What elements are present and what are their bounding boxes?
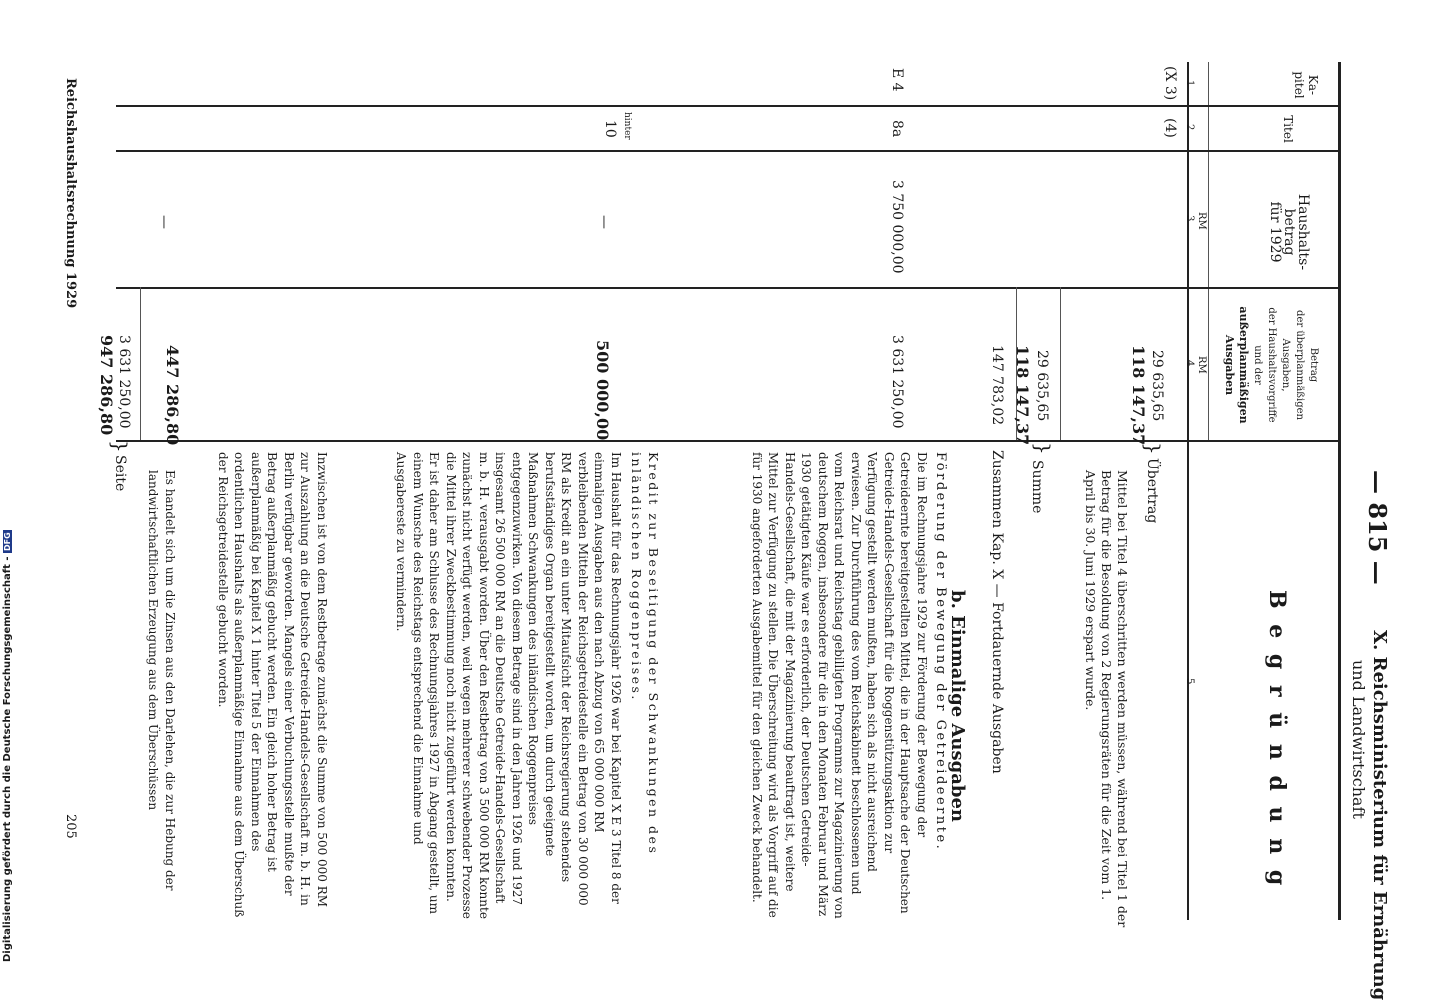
unit-c3: RM — [1196, 212, 1207, 230]
footer-title: Reichshaushaltsrechnung 1929 — [63, 78, 78, 309]
seite-rule — [140, 287, 141, 440]
foerderung-heading: Förderung der Bewegung der Getreideernte. — [933, 452, 948, 852]
unit-c4: RM — [1196, 356, 1207, 374]
hinter-betrag: — — [596, 215, 612, 229]
colnum-2: 2 — [1184, 124, 1195, 131]
seite-brace: } — [108, 440, 132, 453]
seite-label: Seite — [112, 455, 128, 492]
col-divider-1 — [116, 105, 1340, 107]
last-amount: 447 286,80 — [163, 345, 182, 446]
summe-amount1: 29 635,65 — [1034, 350, 1050, 422]
uebertrag-brace: } — [1141, 442, 1165, 455]
summe-brace: } — [1031, 442, 1055, 455]
colnum-5: 5 — [1184, 678, 1195, 685]
digitization-credit: Digitalisierung gefördert durch die Deutsche Forschungsgemeinschaft - DFG — [2, 532, 13, 962]
row-titel-4: (4) — [1162, 118, 1178, 138]
mittel-text: Mittel bei Titel 4 überschritten werden müssen, während bei Titel 1 der Betrag für die Besoldung von 2 Regierungsräten für die Zeit vom 1. April bis 30. Juni 1929 erspart wurde. — [1083, 470, 1130, 928]
header-ausserplan: Betrag der überplanmäßigen Ausgaben, der Haushaltsvorgriffe und der außerplanmäßigen Ausgaben — [1223, 306, 1319, 424]
col-divider-3 — [116, 287, 1340, 289]
page-number: — 815 — — [1363, 470, 1392, 585]
uebertrag-amount1: 29 635,65 — [1149, 350, 1165, 422]
e4-amount: 3 631 250,00 — [889, 335, 905, 429]
dfg-logo: DFG — [3, 532, 12, 551]
zusammen-label: Zusammen Kap. X — Fortdauernde Ausgaben — [989, 450, 1005, 774]
sum-rule-1 — [1060, 287, 1061, 440]
row-kapitel-x3: (X 3) — [1162, 66, 1178, 101]
e4-betrag: 3 750 000,00 — [889, 180, 905, 274]
colnum-1: 1 — [1184, 80, 1195, 87]
foerderung-text: Die im Rechnungsjahre 1929 zur Förderung der Bewegung der Getreideernte bereitgestellten Mittel, die in der Hauptsache der Deutschen Getreide-Handels-Gesellschaft für die Roggenstützungsaktion zur Verfügung gestellt werden mußten, haben sich als nicht ausreichend erwiesen. Zur Durchführung des vom Reichskabinett beschlossenen und vom Reichsrat und Reichstag gebilligten Programms zur Magazinierung von deutschem Roggen, insbesondere für die in den Monaten Februar und März 1930 getätigten Käufe war es erforderlich, der Deutschen Getreide-Handels-Gesellschaft, die mit der Magazinierung beauftragt ist, weitere Mittel zur Verfügung zu stellen. Die Überschreitung wird als Vorgriff auf die für 1930 angeforderten Ausgabemittel für den gleichen Zweck behandelt. — [750, 452, 929, 919]
kredit-heading: Kredit zur Beseitigung der Schwankungen des inländischen Roggenpreises. — [629, 452, 661, 856]
last-text: Es handelt sich um die Zinsen aus den Darlehen, die zur Hebung der landwirtschaftlichen Erzeugung aus dem Überschüssen — [146, 470, 177, 891]
e4-titel: 8a — [889, 120, 905, 138]
ministry-line2: und Landwirtschaft — [1349, 660, 1368, 819]
colnum-3: 3 — [1184, 215, 1195, 222]
hinter-titel: 10 — [602, 120, 618, 138]
last-dash: — — [156, 215, 172, 229]
kredit-text2: Inzwischen ist von dem Restbetrage zunächst die Summe von 500 000 RM zur Auszahlung an die Deutsche Getreide-Handels-Gesellschaft m. b. H. in Berlin verfügbar geworden. Mangels einer Verbuchungsstelle mußte der Betrag außerplanmäßig gebucht werden. Ein gleich hoher Betrag ist außerplanmäßig bei Kapitel X 1 hinter Titel 5 der Einnahmen des ordentlichen Haushalts als außerplanmäßige Einnahme aus dem Überschuß der Reichsgetreidestelle gebucht worden. — [216, 452, 329, 918]
seite-amount2: 947 286,80 — [97, 335, 116, 436]
e4-kapitel: E 4 — [889, 68, 905, 92]
summe-label: Summe — [1029, 460, 1045, 514]
col-divider-2 — [116, 150, 1340, 152]
summe-amount2: 118 147,37 — [1013, 345, 1032, 446]
uebertrag-label: Übertrag — [1144, 458, 1160, 524]
section-b-heading: b. Einmalige Ausgaben — [947, 590, 968, 823]
zusammen-amount: 147 783,02 — [989, 345, 1005, 426]
kredit-text1: Im Haushalt für das Rechnungsjahr 1926 war bei Kapitel X E 3 Titel 8 der einmaligen Ausgaben aus den nach Abzug von 65 000 000 RM verbleibenden Mitteln der Reichsgetreidestelle ein Betrag von 30 000 000 RM als Kredit an ein unter Mitaufsicht der Reichsregierung stehendes berufsständiges Organ bereitgestellt worden, um durch geeignete Maßnahmen Schwankungen des inländischen Roggenpreises entgegenzuwirken. Von diesem Betrage sind in den Jahren 1926 und 1927 insgesamt 26 500 000 RM an die Deutsche Getreide-Handels-Gesellschaft m. b. H. verausgabt worden. Über den Restbetrag von 3 500 000 RM konnte zunächst nicht verfügt werden, weil wegen mehrerer schwebender Prozesse die Mittel ihrer Zweckbestimmung noch nicht zugeführt werden konnten. Er ist daher am Schlusse des Rechnungsjahres 1927 in Abgang gestellt, um einem Wunsche des Reichstags entsprechend die Einnahme und Ausgabereste zu vermindern. — [394, 452, 623, 919]
seite-amount1: 3 631 250,00 — [116, 335, 132, 429]
header-titel: Titel — [1281, 115, 1295, 143]
header-haushaltsbetrag: Haushalts- betrag für 1929 — [1267, 193, 1311, 271]
header-begruendung: B e g r ü n d u n g — [1264, 590, 1290, 890]
hinter-amount: 500 000,00 — [593, 340, 612, 441]
header-bottom-rule — [1187, 62, 1189, 920]
uebertrag-amount2: 118 147,37 — [1129, 345, 1148, 446]
colnum-rule — [1208, 62, 1209, 442]
ministry-line1: X. Reichsministerium für Ernährung — [1369, 630, 1390, 1000]
footer-page-number: 205 — [63, 814, 78, 839]
header-kapitel: Ka- pitel — [1292, 71, 1320, 99]
colnum-4: 4 — [1184, 360, 1195, 367]
hinter-label: hinter — [622, 112, 632, 140]
table-top-rule — [1338, 62, 1341, 920]
